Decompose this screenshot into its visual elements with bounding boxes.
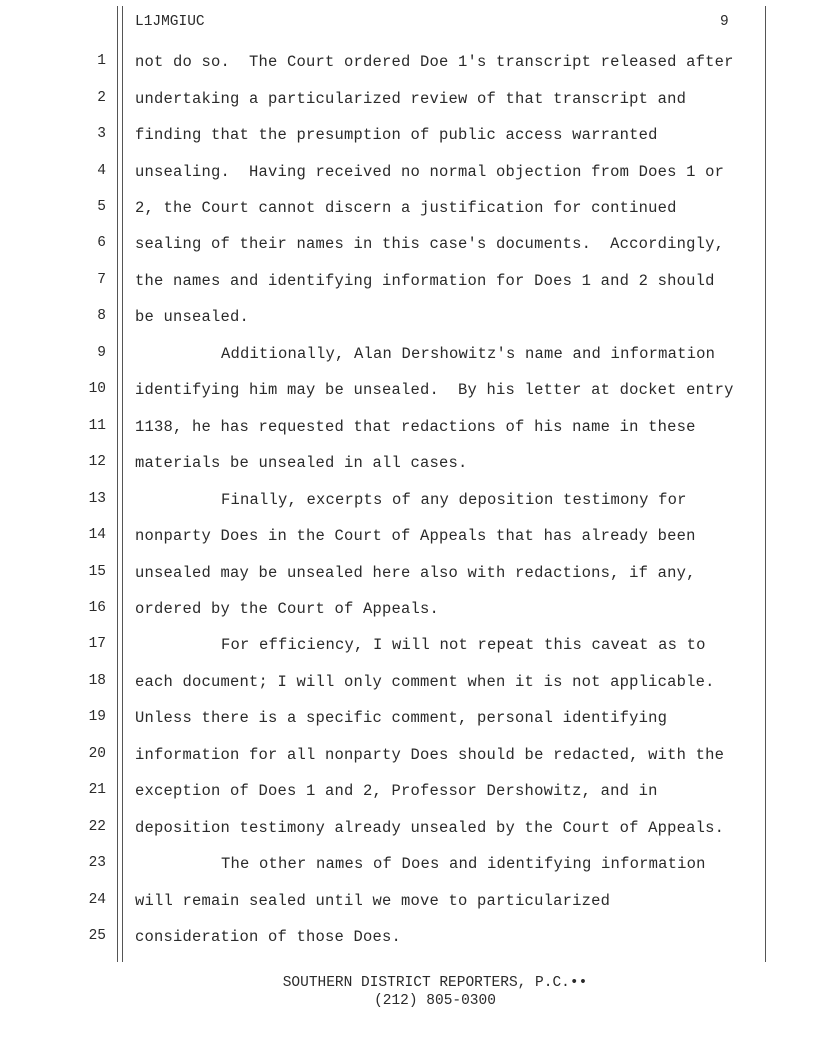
reporter-name: SOUTHERN DISTRICT REPORTERS, P.C.•• (282, 975, 588, 991)
transcript-line (0, 308, 816, 328)
transcript-line (0, 381, 816, 401)
transcript-line (0, 746, 816, 766)
line-text: unsealed may be unsealed here also with redactions, if any, (135, 564, 696, 582)
line-number: 7 (97, 272, 106, 288)
line-number: 4 (97, 163, 106, 179)
line-text: be unsealed. (135, 308, 250, 326)
line-text: For efficiency, I will not repeat this caveat as to (221, 636, 706, 654)
line-text: Unless there is a specific comment, personal identifying (135, 709, 668, 727)
line-number: 16 (88, 600, 106, 616)
transcript-line (0, 782, 816, 802)
transcript-line (0, 527, 816, 547)
line-text: The other names of Does and identifying information (221, 855, 706, 873)
transcript-line (0, 564, 816, 584)
line-text: exception of Does 1 and 2, Professor Dershowitz, and in (135, 782, 658, 800)
transcript-line (0, 636, 816, 656)
transcript-line (0, 673, 816, 693)
line-number: 9 (97, 345, 106, 361)
line-text: sealing of their names in this case's documents. Accordingly, (135, 235, 725, 253)
line-text: consideration of those Does. (135, 928, 402, 946)
transcript-line (0, 90, 816, 110)
transcript-line (0, 345, 816, 365)
line-number: 21 (88, 782, 106, 798)
line-number: 20 (88, 746, 106, 762)
line-text: 2, the Court cannot discern a justification for continued (135, 199, 677, 217)
line-number: 14 (88, 527, 106, 543)
line-text: will remain sealed until we move to particularized (135, 892, 611, 910)
line-text: ordered by the Court of Appeals. (135, 600, 440, 618)
line-text: identifying him may be unsealed. By his letter at docket entry (135, 381, 734, 399)
line-number: 12 (88, 454, 106, 470)
line-text: Finally, excerpts of any deposition testimony for (221, 491, 687, 509)
line-text: the names and identifying information for Does 1 and 2 should (135, 272, 715, 290)
line-number: 11 (88, 418, 106, 434)
line-number: 25 (88, 928, 106, 944)
line-number: 18 (88, 673, 106, 689)
line-text: undertaking a particularized review of that transcript and (135, 90, 687, 108)
line-number: 17 (88, 636, 106, 652)
line-number: 2 (97, 90, 106, 106)
line-text: materials be unsealed in all cases. (135, 454, 468, 472)
line-text: information for all nonparty Does should be redacted, with the (135, 746, 725, 764)
line-number: 3 (97, 126, 106, 142)
transcript-line (0, 892, 816, 912)
line-text: 1138, he has requested that redactions of his name in these (135, 418, 696, 436)
line-number: 1 (97, 53, 106, 69)
transcript-line (0, 928, 816, 948)
line-text: Additionally, Alan Dershowitz's name and information (221, 345, 716, 363)
line-text: each document; I will only comment when it is not applicable. (135, 673, 715, 691)
transcript-line (0, 235, 816, 255)
line-number: 5 (97, 199, 106, 215)
transcript-line (0, 199, 816, 219)
transcript-line (0, 709, 816, 729)
line-number: 19 (88, 709, 106, 725)
line-text: nonparty Does in the Court of Appeals that has already been (135, 527, 696, 545)
transcript-line (0, 819, 816, 839)
line-number: 22 (88, 819, 106, 835)
transcript-line (0, 163, 816, 183)
line-text: deposition testimony already unsealed by the Court of Appeals. (135, 819, 725, 837)
transcript-line (0, 272, 816, 292)
line-number: 8 (97, 308, 106, 324)
line-number: 10 (88, 381, 106, 397)
transcript-line (0, 600, 816, 620)
transcript-line (0, 454, 816, 474)
reporter-phone: (212) 805-0300 (374, 993, 496, 1009)
line-number: 15 (88, 564, 106, 580)
line-number: 6 (97, 235, 106, 251)
transcript-line (0, 126, 816, 146)
transcript-code: L1JMGIUC (135, 14, 205, 30)
line-number: 23 (88, 855, 106, 871)
line-number: 13 (88, 491, 106, 507)
line-text: not do so. The Court ordered Doe 1's transcript released after (135, 53, 734, 71)
page-number: 9 (720, 14, 729, 30)
line-text: unsealing. Having received no normal objection from Does 1 or (135, 163, 725, 181)
transcript-line (0, 418, 816, 438)
line-text: finding that the presumption of public access warranted (135, 126, 658, 144)
line-number: 24 (88, 892, 106, 908)
transcript-line (0, 855, 816, 875)
transcript-line (0, 491, 816, 511)
transcript-line (0, 53, 816, 73)
